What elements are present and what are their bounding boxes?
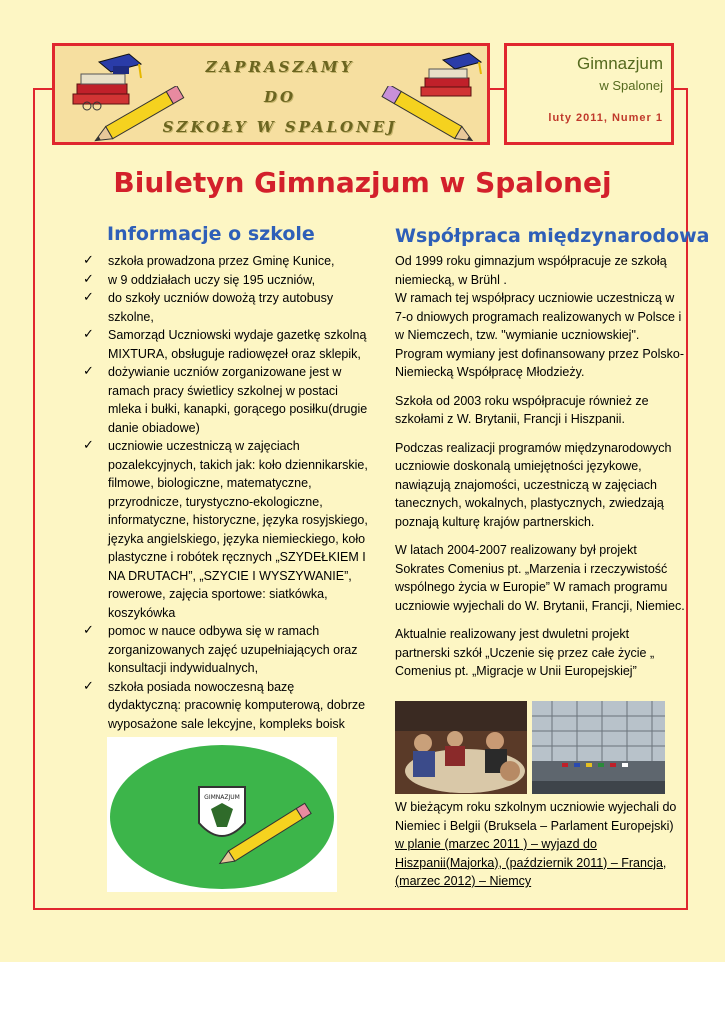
header-banner	[52, 43, 490, 145]
students-photo	[395, 701, 527, 794]
list-item: ✓ uczniowie uczestniczą w zajęciach pozalekcyjnych, takich jak: koło dziennikarskie, filmowe, biologiczne, matematyczne, przyrodnicze, turystyczno-ekologiczne, informatyczne, historyczne, języka rosyjskiego, języka angielskiego, języka niemieckiego, koło plastyczne i robótek ręcznych „SZYDEŁKIEM I NA DRUTACH”, „SZYCIE I WYSZYWANIE”, rowerowe, zajęcia sportowe: siatkówka, koszykówka	[80, 437, 370, 622]
list-item: ✓ do szkoły uczniów dowożą trzy autobusy szkolne,	[80, 289, 370, 326]
paragraph: Aktualnie realizowany jest dwuletni projekt partnerski szkół „Uczenie się przez całe życie „ Comenius pt. „Migracje w Unii Europejskiej”	[395, 627, 655, 678]
list-item: ✓ pomoc w nauce odbywa się w ramach zorganizowanych zajęć uzupełniających oraz konsultacji indywidualnych,	[80, 622, 370, 678]
school-info-list	[80, 252, 370, 733]
masthead-box	[504, 43, 674, 145]
trip-plan-text: w planie (marzec 2011 ) – wyjazd do Hiszpanii(Majorka), (październik 2011) – Francja, (marzec 2012) – Niemcy	[395, 837, 667, 888]
emblem-ellipse-icon	[107, 737, 337, 892]
paragraph	[395, 798, 685, 891]
masthead-place: w Spalonej	[599, 78, 663, 93]
list-item: ✓ dożywianie uczniów zorganizowane jest w ramach pracy świetlicy szkolnej w postaci mleka i bułki, kanapki, gorącego posiłku(drugie danie obiadowe)	[80, 363, 370, 437]
banner-line-3: SZKOŁY W SPALONEJ	[162, 118, 398, 136]
paragraph: Szkoła od 2003 roku współpracuje również ze szkołami z W. Brytanii, Francji i Hiszpanii.	[395, 393, 649, 426]
masthead-name: Gimnazjum	[577, 54, 663, 73]
masthead-issue: luty 2011, Numer 1	[548, 112, 663, 124]
list-item: ✓ w 9 oddziałach uczy się 195 uczniów,	[80, 271, 370, 290]
paragraph: Od 1999 roku gimnazjum współpracuje ze szkołą niemiecką, w Brühl . W ramach tej współpracy uczniowie uczestniczą w 7-o dniowych programach realizowanych w Polsce i w Niemczech, tzw. "wymianie uczniowskiej". Program wymiany jest dofinansowany przez Polsko-Niemiecką Współpracę Młodzieży.	[395, 254, 685, 379]
right-heading: Współpraca międzynarodowa	[395, 225, 710, 247]
list-item: ✓ Samorząd Uczniowski wydaje gazetkę szkolną MIXTURA, obsługuje radiowęzeł oraz sklepik,	[80, 326, 370, 363]
left-heading: Informacje o szkole	[107, 223, 315, 245]
emblem-label: GIMNAZJUM	[204, 794, 240, 801]
paragraph: W latach 2004-2007 realizowany był projekt Sokrates Comenius pt. „Marzenia i rzeczywistość wspólnego życia w Europie” W ramach programu uczniowie wyjechali do W. Brytanii, Francji, Niemiec.	[395, 543, 685, 613]
parliament-photo	[532, 701, 665, 794]
list-item: ✓ szkoła posiada nowoczesną bazę dydaktyczną: pracownię komputerową, dobrze wyposażone sale lekcyjne, kompleks boisk	[80, 678, 370, 734]
paragraph: Podczas realizacji programów międzynarodowych uczniowie doskonalą umiejętności językowe, nawiązują znajomości, uczestniczą w zajęciach tanecznych, wokalnych, plastycznych, zwiedzają poznają kulturę krajów partnerskich.	[395, 440, 672, 529]
list-item: ✓ szkoła prowadzona przez Gminę Kunice,	[80, 252, 370, 271]
banner-line-2: DO	[263, 88, 297, 106]
cooperation-text-top	[395, 252, 685, 689]
banner-line-1: ZAPRASZAMY	[205, 58, 355, 76]
pencil-icon	[85, 86, 195, 146]
cooperation-text-bottom	[395, 798, 685, 899]
page-title: Biuletyn Gimnazjum w Spalonej	[113, 166, 612, 199]
school-emblem-image	[107, 737, 337, 892]
trip-text: W bieżącym roku szkolnym uczniowie wyjechali do Niemiec i Belgii (Bruksela – Parlament Europejski)	[395, 800, 677, 833]
